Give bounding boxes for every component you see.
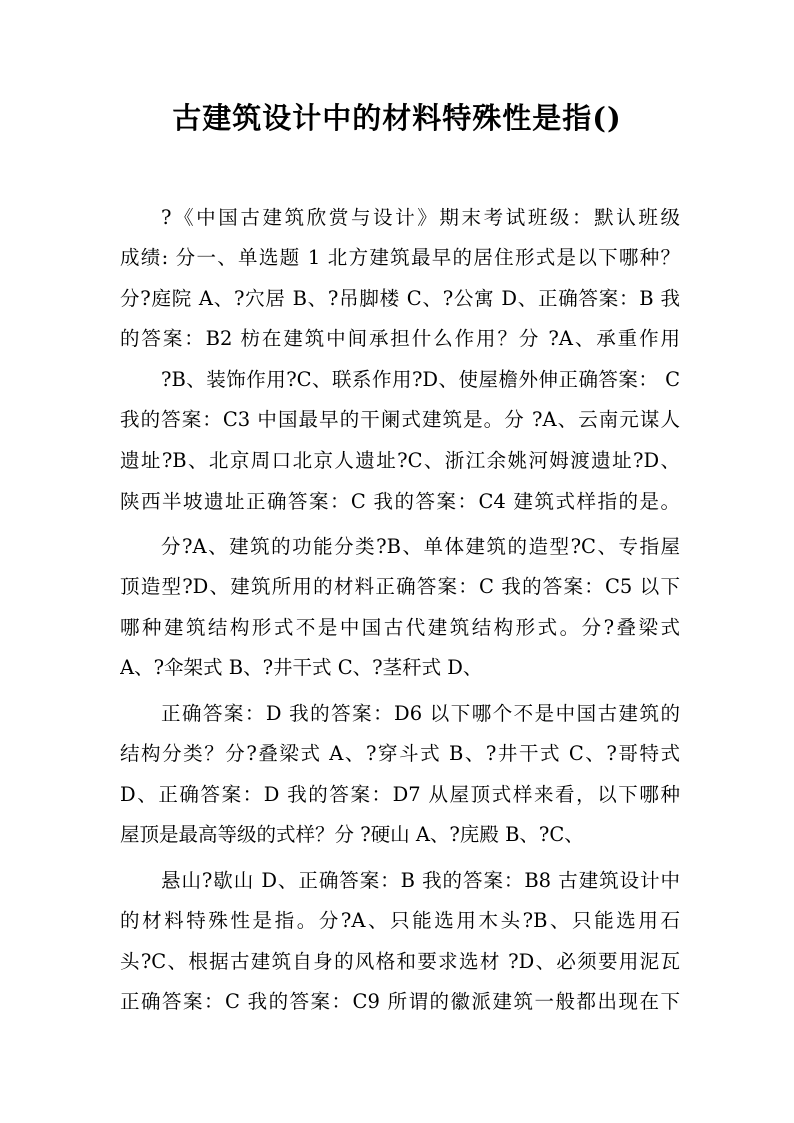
text-line-5: ?B、装饰作用?C、联系作用?D、使屋檐外伸正确答案： C	[161, 368, 680, 391]
text-line-2: 成绩: 分一、单选题 1 北方建筑最早的居住形式是以下哪种？	[120, 246, 680, 269]
text-line-12: A、?伞架式 B、?井干式 C、?茎秆式 D、	[120, 656, 483, 679]
text-line-3: 分?庭院 A、?穴居 B、?吊脚楼 C、?公寓 D、正确答案：B 我	[120, 287, 680, 310]
text-line-8: 陕西半坡遗址正确答案：C 我的答案：C4 建筑式样指的是。	[120, 490, 680, 513]
text-line-6: 我的答案：C3 中国最早的干阑式建筑是。分 ?A、云南元谋人	[120, 408, 680, 431]
text-line-17: 悬山?歇山 D、正确答案：B 我的答案：B8 古建筑设计中	[161, 869, 680, 892]
text-line-4: 的答案：B2 枋在建筑中间承担什么作用？分 ?A、承重作用	[120, 327, 680, 350]
text-line-20: 正确答案：C 我的答案：C9 所谓的徽派建筑一般都出现在下	[120, 990, 680, 1013]
text-line-9: 分?A、建筑的功能分类?B、单体建筑的造型?C、专指屋	[161, 535, 680, 558]
text-line-7: 遗址?B、北京周口北京人遗址?C、浙江余姚河姆渡遗址?D、	[120, 449, 680, 472]
text-line-15: D、正确答案：D 我的答案：D7 从屋顶式样来看，以下哪种	[120, 783, 680, 806]
text-line-18: 的材料特殊性是指。分?A、只能选用木头?B、只能选用石	[120, 909, 680, 932]
text-line-14: 结构分类？分?叠梁式 A、?穿斗式 B、?井干式 C、?哥特式	[120, 742, 680, 765]
text-line-11: 哪种建筑结构形式不是中国古代建筑结构形式。分?叠梁式	[120, 616, 680, 639]
text-line-10: 顶造型?D、建筑所用的材料正确答案：C 我的答案：C5 以下	[120, 575, 680, 598]
document-title: 古建筑设计中的材料特殊性是指()	[172, 101, 622, 135]
text-line-13: 正确答案：D 我的答案：D6 以下哪个不是中国古建筑的	[161, 702, 680, 725]
text-line-1: ?《中国古建筑欣赏与设计》期末考试班级：默认班级	[161, 206, 680, 229]
text-line-19: 头?C、根据古建筑自身的风格和要求选材 ?D、必须要用泥瓦	[120, 950, 680, 973]
text-line-16: 屋顶是最高等级的式样？分 ?硬山 A、?庑殿 B、?C、	[120, 823, 584, 846]
